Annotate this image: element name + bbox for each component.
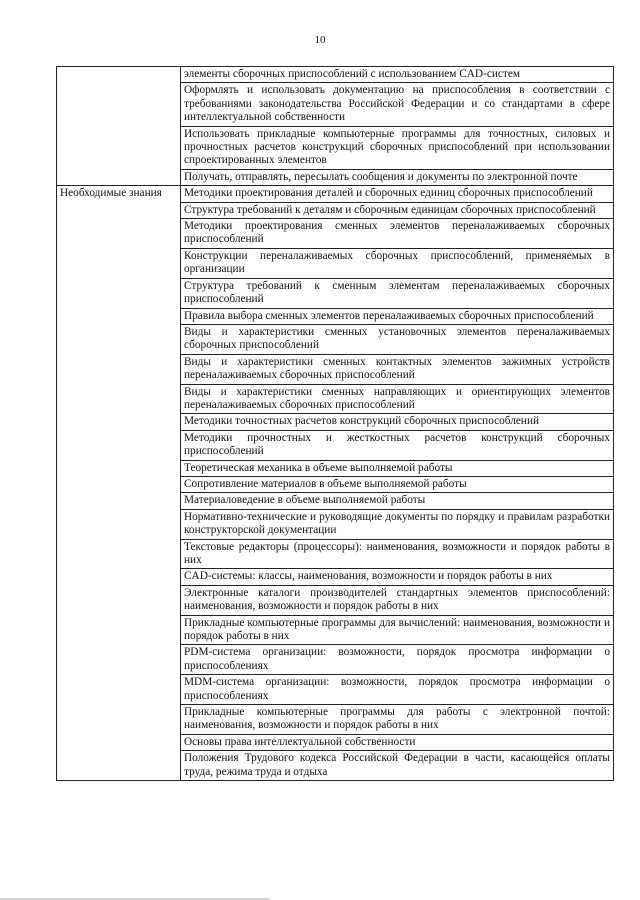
skill-item: элементы сборочных приспособлений с использованием CAD-систем — [181, 67, 614, 83]
knowledge-item: Прикладные компьютерные программы для вычислений: наименования, возможности и порядок работы в них — [181, 615, 614, 645]
knowledge-item: Нормативно-технические и руководящие документы по порядку и правилам разработки конструкторской документации — [181, 509, 614, 539]
skill-item: Оформлять и использовать документацию на приспособления в соответствии с требованиями законодательства Российской Федерации и со стандартами в сфере интеллектуальной собственности — [181, 83, 614, 126]
knowledge-item: Виды и характеристики сменных установочных элементов переналаживаемых сборочных приспособлений — [181, 324, 614, 354]
knowledge-item: Методики проектирования сменных элементов переналаживаемых сборочных приспособлений — [181, 219, 614, 249]
page-number: 10 — [314, 34, 326, 46]
knowledge-item: Текстовые редакторы (процессоры): наименования, возможности и порядок работы в них — [181, 539, 614, 569]
knowledge-item: Методики точностных расчетов конструкций сборочных приспособлений — [181, 414, 614, 430]
knowledge-item: Электронные каталоги производителей стандартных элементов приспособлений: наименования, возможности и порядок работы в них — [181, 585, 614, 615]
knowledge-item: Структура требований к сменным элементам переналаживаемых сборочных приспособлений — [181, 278, 614, 308]
knowledge-item: Теоретическая механика в объеме выполняемой работы — [181, 460, 614, 476]
knowledge-item: Прикладные компьютерные программы для работы с электронной почтой: наименования, возможности и порядок работы в них — [181, 705, 614, 735]
knowledge-item: Методики проектирования деталей и сборочных единиц сборочных приспособлений — [181, 186, 614, 202]
competency-table — [56, 66, 614, 781]
skills-row — [57, 67, 614, 83]
skill-item: Использовать прикладные компьютерные программы для точностных, силовых и прочностных расчетов конструкций сборочных приспособлений при использовании спроектированных элементов — [181, 126, 614, 169]
knowledge-item: MDM-система организации: возможности, порядок просмотра информации о приспособлениях — [181, 675, 614, 705]
competency-table-body — [57, 67, 614, 781]
knowledge-item: PDM-система организации: возможности, порядок просмотра информации о приспособлениях — [181, 645, 614, 675]
knowledge-item: Правила выбора сменных элементов переналаживаемых сборочных приспособлений — [181, 308, 614, 324]
knowledge-item: Виды и характеристики сменных контактных элементов зажимных устройств переналаживаемых сборочных приспособлений — [181, 354, 614, 384]
skill-item: Получать, отправлять, пересылать сообщения и документы по электронной почте — [181, 169, 614, 185]
knowledge-item: Методики прочностных и жесткостных расчетов конструкций сборочных приспособлений — [181, 430, 614, 460]
knowledge-item: Виды и характеристики сменных направляющих и ориентирующих элементов переналаживаемых сборочных приспособлений — [181, 384, 614, 414]
knowledge-item: CAD-системы: классы, наименования, возможности и порядок работы в них — [181, 569, 614, 585]
knowledge-item: Сопротивление материалов в объеме выполняемой работы — [181, 476, 614, 492]
skills-label-cell — [57, 67, 181, 186]
knowledge-item: Материаловедение в объеме выполняемой работы — [181, 493, 614, 509]
knowledge-item: Конструкции переналаживаемых сборочных приспособлений, применяемых в организации — [181, 248, 614, 278]
knowledge-item: Основы права интеллектуальной собственности — [181, 734, 614, 750]
knowledge-row — [57, 186, 614, 202]
knowledge-item: Положения Трудового кодекса Российской Федерации в части, касающейся оплаты труда, режима труда и отдыха — [181, 751, 614, 781]
knowledge-label-cell: Необходимые знания — [57, 186, 181, 781]
knowledge-item: Структура требований к деталям и сборочным единицам сборочных приспособлений — [181, 202, 614, 218]
